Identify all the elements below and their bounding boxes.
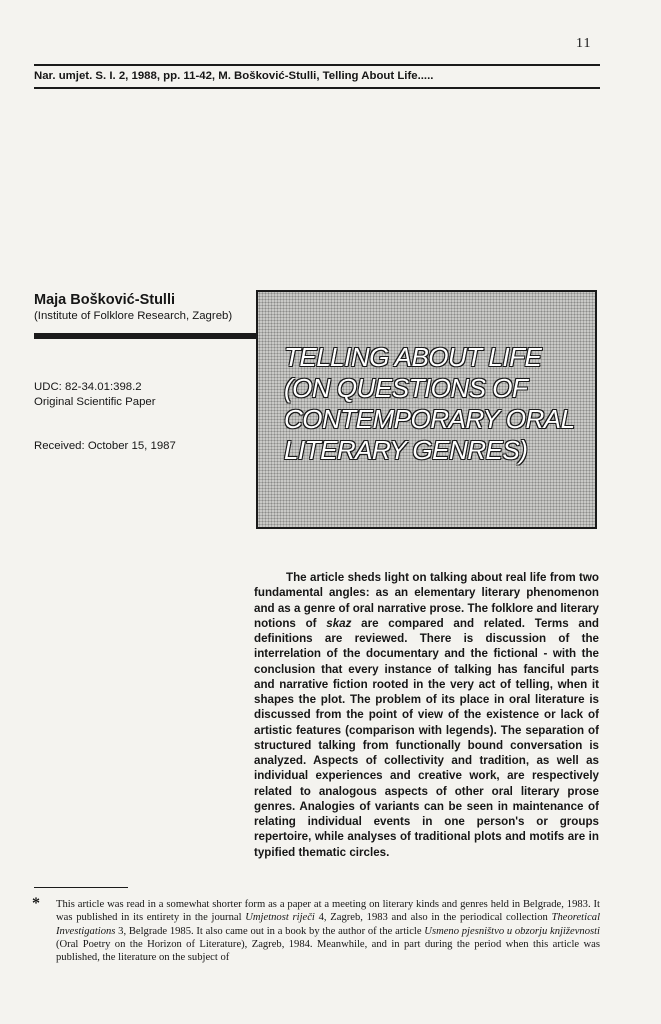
abstract-text [254,570,599,860]
title-line-4: LITERARY GENRES) [284,435,528,465]
header-bottom-rule [34,87,600,89]
abstract-term-skaz: skaz [326,616,352,630]
author-divider-bar [34,333,276,339]
footnote-text-3: 3, Belgrade 1985. It also came out in a book by the author of the article [115,925,425,937]
footnote-marker: * [32,895,40,912]
title-box [256,290,597,529]
footnote-text-1: This article was read in a somewhat shorter form as a paper at a meeting on literary kinds and genres held in Belgrade, 1983. It was published in its entirety in the journal [56,899,600,924]
footnote-collection: Theoretical Investigations [56,912,601,937]
abstract [254,570,599,860]
footnote-text-2: 4, Zagreb, 1983 and also in the periodical collection [314,912,552,924]
author-name: Maja Bošković-Stulli [34,292,176,308]
footnote [56,898,600,964]
article-title [284,342,575,466]
received-date: Received: October 15, 1987 [34,440,176,452]
footnote-rule [34,887,128,888]
footnote-journal: Umjetnost riječi [245,912,315,924]
footnote-book-title: Usmeno pjesništvo u obzorju književnosti [424,925,601,937]
page-number: 11 [576,36,592,51]
abstract-part-1: The article sheds light on talking about real life from two fundamental angles: as an elementary literary phenomenon and as a genre of oral narrative prose. The folklore and literary notions of [254,571,599,630]
title-line-2: (ON QUESTIONS OF [284,373,528,403]
author-affiliation: (Institute of Folklore Research, Zagreb) [34,310,233,322]
title-line-3: CONTEMPORARY ORAL [284,404,575,434]
header-top-rule [34,64,600,66]
abstract-part-2: are compared and related. Terms and definitions are reviewed. There is discussion of the interrelation of the documentary and the fictional - with the conclusion that every instance of talking has fanciful parts and narrative fiction rooted in the very act of telling, when it shapes the plot. The problem of its place in oral literature is discussed from the point of view of the existence or lack of artistic features (comparison with legends). The separation of structured talking from functionally bound conversation is analyzed. Aspects of collectivity and tradition, as well as individual experiences and creative work, are respectively related to analogous aspects of other oral literary prose genres. Analogies of variants can be seen in maintenance of relating individual events in one person's or groups repertoire, while analyses of traditional plots and motifs are in typified thematic circles. [254,616,599,859]
running-header: Nar. umjet. S. I. 2, 1988, pp. 11-42, M. Bošković-Stulli, Telling About Life..... [34,70,434,82]
paper-type: Original Scientific Paper [34,396,156,408]
udc-code: UDC: 82-34.01:398.2 [34,381,142,393]
footnote-text-4: (Oral Poetry on the Horizon of Literature), Zagreb, 1984. Meanwhile, and in part during the period when this article was published, the literature on the subject of [56,938,600,964]
title-line-1: TELLING ABOUT LIFE [284,342,542,372]
